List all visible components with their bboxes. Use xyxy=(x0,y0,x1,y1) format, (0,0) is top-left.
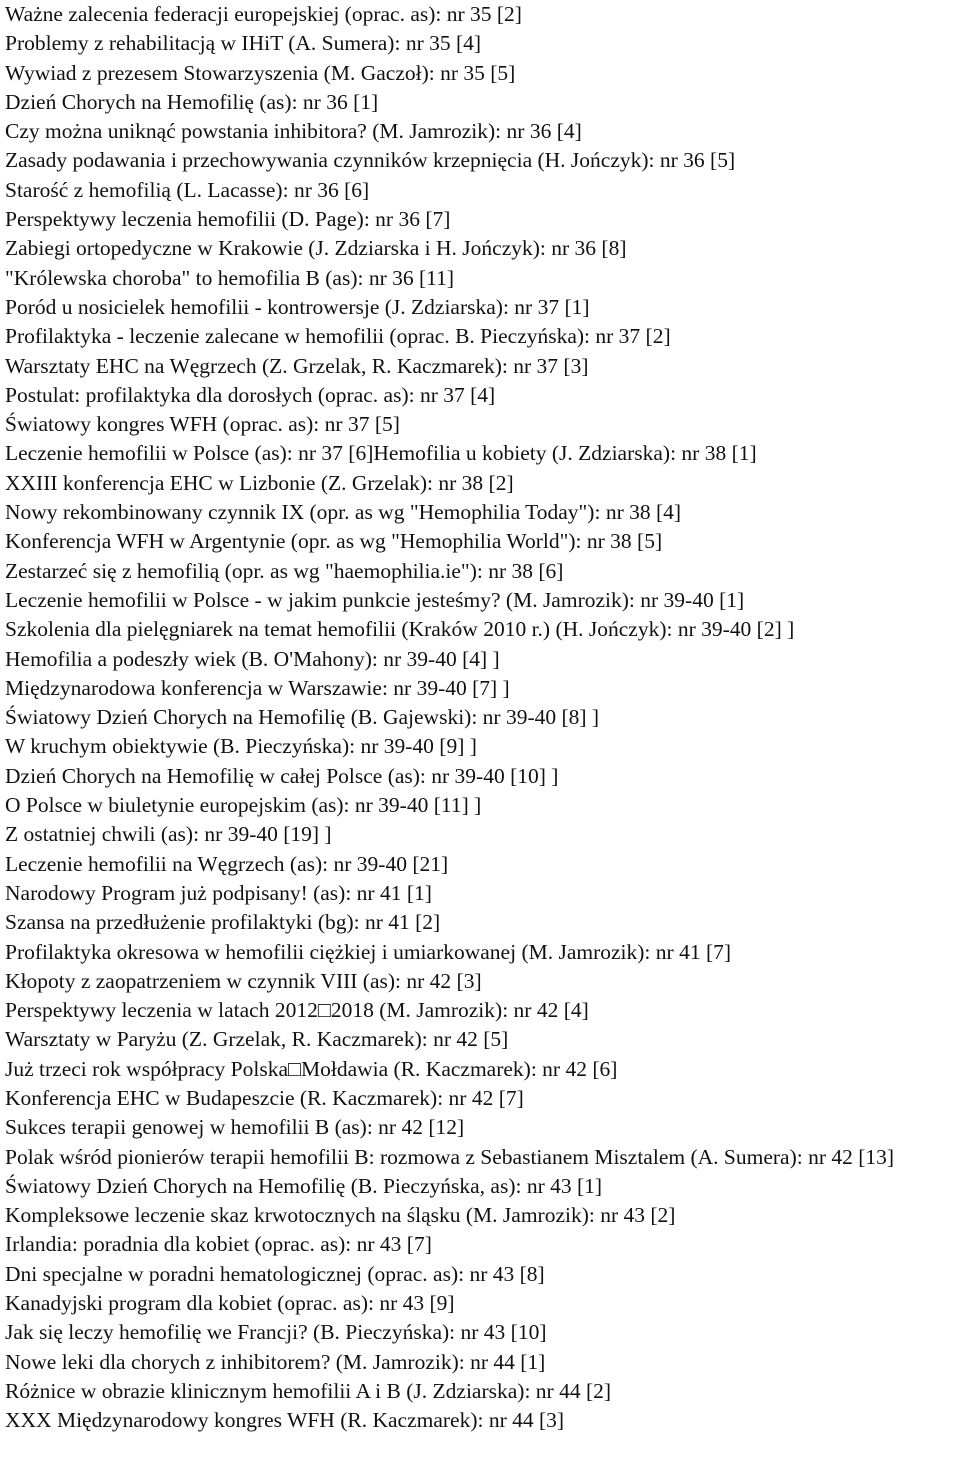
index-entry: Konferencja WFH w Argentynie (opr. as wg "Hemophilia World"): nr 38 [5] xyxy=(5,529,663,554)
index-entry: "Królewska choroba" to hemofilia B (as): nr 36 [11] xyxy=(5,265,455,290)
index-entry: XXX Międzynarodowy kongres WFH (R. Kaczmarek): nr 44 [3] xyxy=(5,1408,565,1433)
index-entry: Dni specjalne w poradni hematologicznej (oprac. as): nr 43 [8] xyxy=(5,1261,545,1286)
index-entry: Ważne zalecenia federacji europejskiej (oprac. as): nr 35 [2] xyxy=(5,2,522,26)
index-entry: Już trzeci rok współpracy Polska□Mołdawia (R. Kaczmarek): nr 42 [6] xyxy=(5,1056,618,1081)
index-entry: Leczenie hemofilii w Polsce - w jakim punkcie jesteśmy? (M. Jamrozik): nr 39-40 [1] xyxy=(5,587,745,612)
index-entry: Starość z hemofilią (L. Lacasse): nr 36 [6] xyxy=(5,177,370,202)
article-index-list xyxy=(5,0,957,1436)
index-entry: Warsztaty w Paryżu (Z. Grzelak, R. Kaczmarek): nr 42 [5] xyxy=(5,1027,509,1052)
index-entry: Dzień Chorych na Hemofilię w całej Polsce (as): nr 39-40 [10] ] xyxy=(5,763,559,788)
index-entry: Światowy Dzień Chorych na Hemofilię (B. Pieczyńska, as): nr 43 [1] xyxy=(5,1173,603,1198)
index-entry: Szkolenia dla pielęgniarek na temat hemofilii (Kraków 2010 r.) (H. Jończyk): nr 39-40 [2] ] xyxy=(5,617,795,642)
index-entry: Poród u nosicielek hemofilii - kontrowersje (J. Zdziarska): nr 37 [1] xyxy=(5,294,590,319)
index-entry: Kompleksowe leczenie skaz krwotocznych na śląsku (M. Jamrozik): nr 43 [2] xyxy=(5,1203,676,1228)
index-entry: Jak się leczy hemofilię we Francji? (B. Pieczyńska): nr 43 [10] xyxy=(5,1320,547,1345)
index-entry: Międzynarodowa konferencja w Warszawie: nr 39-40 [7] ] xyxy=(5,675,510,700)
index-entry: Hemofilia a podeszły wiek (B. O'Mahony): nr 39-40 [4] ] xyxy=(5,646,500,671)
index-entry: Czy można uniknąć powstania inhibitora? (M. Jamrozik): nr 36 [4] xyxy=(5,119,582,144)
index-entry: Leczenie hemofilii w Polsce (as): nr 37 [6]Hemofilia u kobiety (J. Zdziarska): nr 38 [1] xyxy=(5,441,757,466)
index-entry: Warsztaty EHC na Węgrzech (Z. Grzelak, R. Kaczmarek): nr 37 [3] xyxy=(5,353,589,378)
index-entry: Kłopoty z zaopatrzeniem w czynnik VIII (as): nr 42 [3] xyxy=(5,968,482,993)
index-entry: Sukces terapii genowej w hemofilii B (as): nr 42 [12] xyxy=(5,1115,465,1140)
index-entry: Zasady podawania i przechowywania czynników krzepnięcia (H. Jończyk): nr 36 [5] xyxy=(5,148,736,173)
index-entry: Zestarzeć się z hemofilią (opr. as wg "haemophilia.ie"): nr 38 [6] xyxy=(5,558,564,583)
index-entry: O Polsce w biuletynie europejskim (as): nr 39-40 [11] ] xyxy=(5,793,482,818)
index-entry: Narodowy Program już podpisany! (as): nr 41 [1] xyxy=(5,880,432,905)
index-entry: Profilaktyka - leczenie zalecane w hemofilii (oprac. B. Pieczyńska): nr 37 [2] xyxy=(5,324,671,349)
index-entry: Leczenie hemofilii na Węgrzech (as): nr 39-40 [21] xyxy=(5,851,449,876)
index-entry: Irlandia: poradnia dla kobiet (oprac. as): nr 43 [7] xyxy=(5,1232,432,1257)
index-entry: W kruchym obiektywie (B. Pieczyńska): nr 39-40 [9] ] xyxy=(5,734,477,759)
index-entry: Perspektywy leczenia w latach 2012□2018 (M. Jamrozik): nr 42 [4] xyxy=(5,998,589,1023)
index-entry: Polak wśród pionierów terapii hemofilii B: rozmowa z Sebastianem Misztalem (A. Sumera): nr 42 [13] xyxy=(5,1144,895,1169)
index-entry: Dzień Chorych na Hemofilię (as): nr 36 [1] xyxy=(5,89,379,114)
index-entry: Konferencja EHC w Budapeszcie (R. Kaczmarek): nr 42 [7] xyxy=(5,1085,524,1110)
index-entry: Kanadyjski program dla kobiet (oprac. as): nr 43 [9] xyxy=(5,1291,455,1316)
index-entry: Szansa na przedłużenie profilaktyki (bg): nr 41 [2] xyxy=(5,910,441,935)
index-entry: Wywiad z prezesem Stowarzyszenia (M. Gaczoł): nr 35 [5] xyxy=(5,60,516,85)
index-entry: Światowy kongres WFH (oprac. as): nr 37 [5] xyxy=(5,412,400,437)
index-entry: Problemy z rehabilitacją w IHiT (A. Sumera): nr 35 [4] xyxy=(5,31,482,56)
index-entry: Profilaktyka okresowa w hemofilii ciężkiej i umiarkowanej (M. Jamrozik): nr 41 [7] xyxy=(5,939,732,964)
index-entry: Postulat: profilaktyka dla dorosłych (oprac. as): nr 37 [4] xyxy=(5,382,496,407)
index-entry: Nowe leki dla chorych z inhibitorem? (M. Jamrozik): nr 44 [1] xyxy=(5,1349,546,1374)
index-entry: XXIII konferencja EHC w Lizbonie (Z. Grzelak): nr 38 [2] xyxy=(5,470,514,495)
index-entry: Perspektywy leczenia hemofilii (D. Page): nr 36 [7] xyxy=(5,207,451,232)
index-entry: Zabiegi ortopedyczne w Krakowie (J. Zdziarska i H. Jończyk): nr 36 [8] xyxy=(5,236,627,261)
index-entry: Różnice w obrazie klinicznym hemofilii A i B (J. Zdziarska): nr 44 [2] xyxy=(5,1378,612,1403)
index-entry: Światowy Dzień Chorych na Hemofilię (B. Gajewski): nr 39-40 [8] ] xyxy=(5,705,600,730)
index-entry: Z ostatniej chwili (as): nr 39-40 [19] ] xyxy=(5,822,332,847)
index-entry: Nowy rekombinowany czynnik IX (opr. as wg "Hemophilia Today"): nr 38 [4] xyxy=(5,500,682,525)
